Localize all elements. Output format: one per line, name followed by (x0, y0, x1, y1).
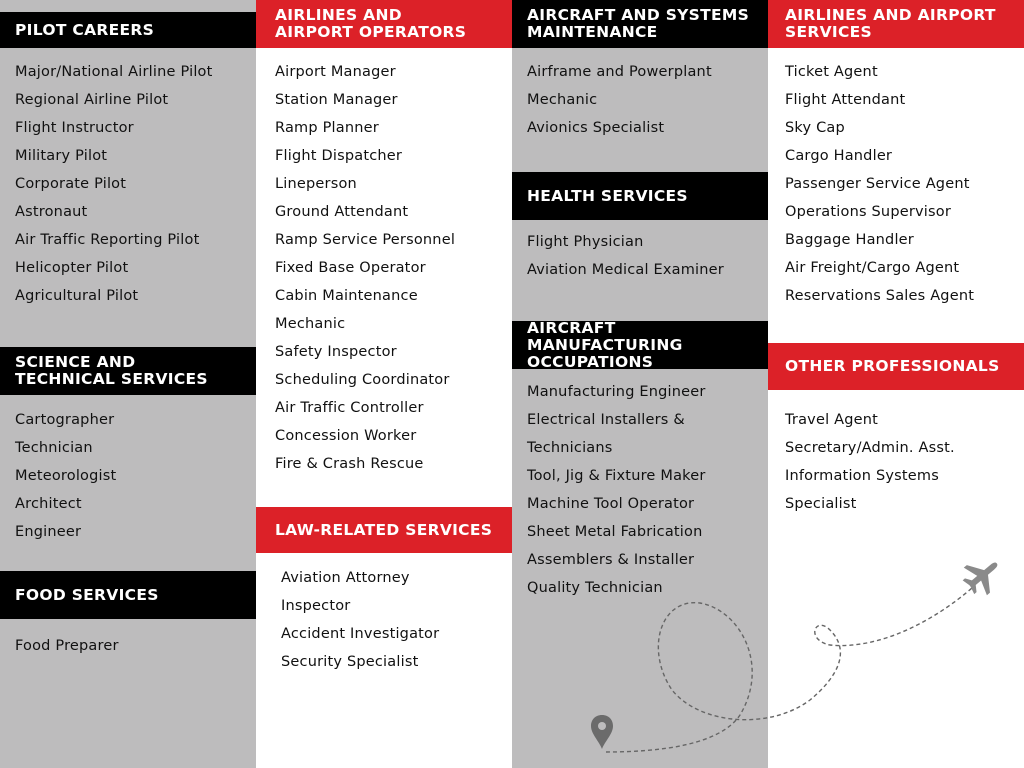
list-item: Aviation Medical Examiner (527, 262, 724, 278)
section-title: LAW-RELATED SERVICES (275, 520, 493, 539)
list-item: Electrical Installers & (527, 412, 685, 428)
list-item: Ground Attendant (275, 204, 409, 220)
list-item: Machine Tool Operator (527, 496, 695, 512)
list-item: Scheduling Coordinator (275, 372, 450, 388)
list-item: Mechanic (275, 316, 346, 332)
location-pin-icon (591, 715, 613, 749)
list-item: Sky Cap (785, 120, 845, 136)
list-item: Avionics Specialist (527, 120, 665, 136)
list-item: Operations Supervisor (785, 204, 952, 220)
list-item: Passenger Service Agent (785, 176, 970, 192)
list-item: Concession Worker (275, 428, 417, 444)
list-item: Cabin Maintenance (275, 288, 418, 304)
section-title: AIRLINES AND AIRPORT SERVICES (785, 6, 996, 41)
list-item: Air Traffic Controller (275, 400, 424, 416)
list-item: Flight Instructor (15, 120, 134, 136)
list-item: Reservations Sales Agent (785, 288, 975, 304)
list-item: Safety Inspector (275, 344, 397, 360)
list-item: Sheet Metal Fabrication (527, 524, 703, 540)
section-title: PILOT CAREERS (15, 20, 155, 39)
list-item: Flight Attendant (785, 92, 906, 108)
list-item: Secretary/Admin. Asst. (785, 440, 955, 456)
list-item: Lineperson (275, 176, 357, 192)
list-item: Cartographer (15, 412, 115, 428)
list-item: Engineer (15, 524, 82, 540)
list-item: Ramp Planner (275, 120, 379, 136)
list-item: Regional Airline Pilot (15, 92, 169, 108)
section-title: OTHER PROFESSIONALS (785, 357, 1000, 375)
list-item: Helicopter Pilot (15, 260, 129, 276)
list-item: Ramp Service Personnel (275, 232, 456, 248)
list-item: Security Specialist (281, 654, 419, 670)
list-item: Travel Agent (785, 412, 879, 428)
section-title: AIRCRAFT MANUFACTURING OCCUPATIONS (527, 318, 683, 371)
list-item: Aviation Attorney (281, 570, 410, 586)
list-item: Quality Technician (527, 580, 663, 596)
section-title: AIRLINES AND AIRPORT OPERATORS (275, 6, 467, 41)
list-item: Astronaut (15, 204, 88, 220)
list-item: Technician (15, 440, 93, 456)
section-title: SCIENCE AND TECHNICAL SERVICES (15, 353, 208, 388)
list-item: Fixed Base Operator (275, 260, 426, 276)
list-item: Information Systems (785, 468, 939, 484)
list-item: Manufacturing Engineer (527, 384, 706, 400)
list-item: Fire & Crash Rescue (275, 456, 424, 472)
list-item: Air Freight/Cargo Agent (785, 260, 960, 276)
list-item: Airframe and Powerplant (527, 64, 712, 80)
list-item: Air Traffic Reporting Pilot (15, 232, 200, 248)
list-item: Tool, Jig & Fixture Maker (527, 468, 706, 484)
list-item: Ticket Agent (785, 64, 878, 80)
list-item: Cargo Handler (785, 148, 893, 164)
list-item: Military Pilot (15, 148, 108, 164)
list-item: Food Preparer (15, 638, 119, 654)
section-title: AIRCRAFT AND SYSTEMS MAINTENANCE (527, 6, 750, 41)
list-item: Airport Manager (275, 64, 396, 80)
list-item: Station Manager (275, 92, 398, 108)
list-item: Flight Dispatcher (275, 148, 403, 164)
list-item: Corporate Pilot (15, 176, 127, 192)
list-item: Specialist (785, 496, 857, 512)
list-item: Meteorologist (15, 468, 117, 484)
list-item: Flight Physician (527, 234, 644, 250)
section-title: HEALTH SERVICES (527, 186, 688, 205)
list-item: Major/National Airline Pilot (15, 64, 213, 80)
list-item: Agricultural Pilot (15, 288, 139, 304)
list-item: Inspector (281, 598, 351, 614)
list-item: Technicians (527, 440, 613, 456)
list-item: Architect (15, 496, 82, 512)
list-item: Assemblers & Installer (527, 552, 695, 568)
list-item: Accident Investigator (281, 626, 440, 642)
section-title: FOOD SERVICES (15, 585, 159, 604)
list-item: Baggage Handler (785, 232, 914, 248)
dashed-flight-path (606, 588, 972, 752)
list-item: Mechanic (527, 92, 598, 108)
